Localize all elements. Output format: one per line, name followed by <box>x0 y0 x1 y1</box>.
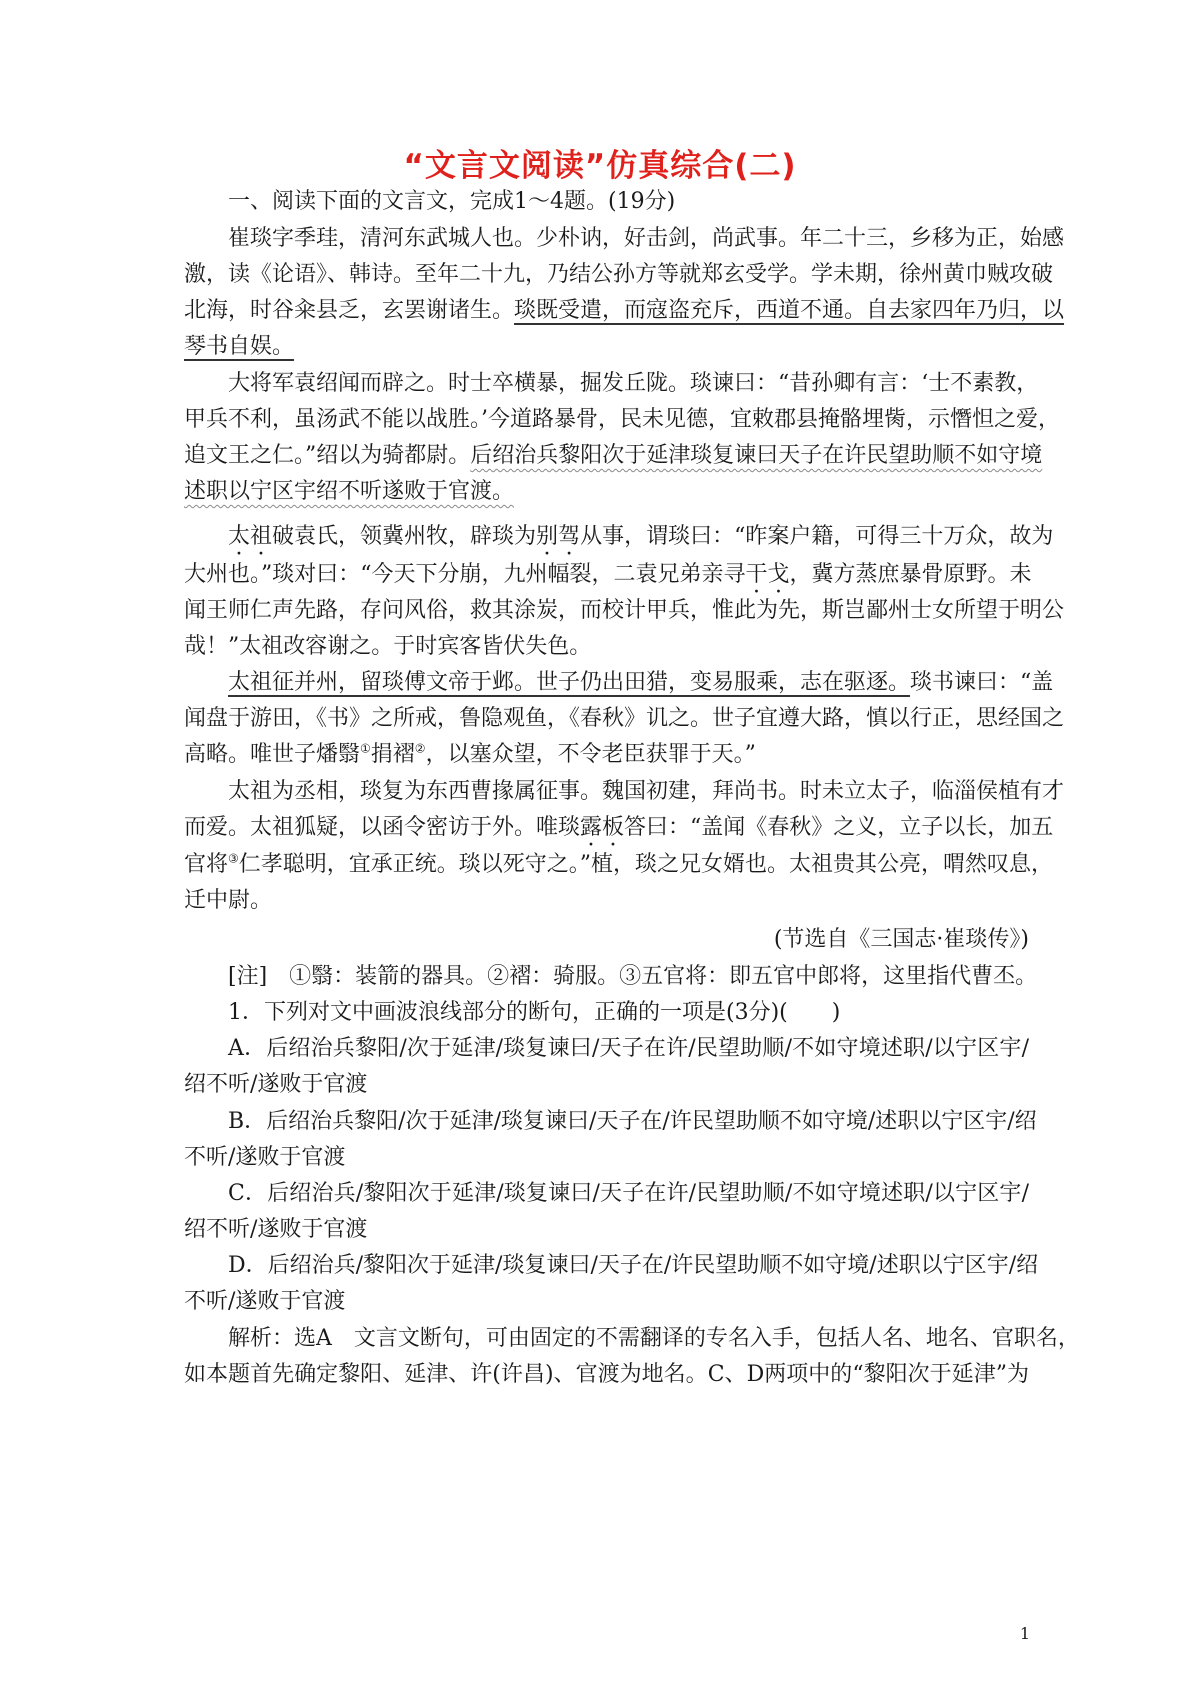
wavy-underlined-passage: 后绍治兵黎阳次于延津琰复谏曰天子在许民望助顺不如守境 <box>470 443 1043 468</box>
question-1: 1．下列对文中画波浪线部分的断句，正确的一项是(3分)( ) <box>228 1000 841 1025</box>
paragraph-2-line-3 <box>184 436 1043 476</box>
section-heading: 一、阅读下面的文言文，完成1～4题。(19分) <box>228 189 676 214</box>
underlined-sentence-end: 琴书自娱。 <box>184 334 295 359</box>
source-citation: (节选自《三国志·崔琰传》) <box>773 927 1029 952</box>
paragraph-3-line-1 <box>228 517 1054 557</box>
paragraph-2-line-2: 甲兵不利，虽汤武不能以战胜。’今道路暴骨，民未见德，宜敕郡县掩骼埋胔，示憯怛之爱， <box>184 407 1060 432</box>
paragraph-1-line-2: 激，读《论语》、韩诗。至年二十九，乃结公孙方等就郑玄受学。学未期，徐州黄巾贼攻破 <box>184 262 1054 287</box>
text-segment: 追文王之仁。”绍以为骑都尉。 <box>184 443 471 468</box>
wavy-underlined-passage-end: 述职以宁区宇绍不听遂败于官渡。 <box>184 479 515 504</box>
dotted-character: 太 <box>228 524 251 549</box>
analysis-line-1: 解析：选A 文言文断句，可由固定的不需翻译的专名入手，包括人名、地名、官职名， <box>228 1326 1080 1351</box>
paragraph-5-line-2 <box>184 808 1054 848</box>
text-segment: 捐褶 <box>370 742 415 767</box>
dotted-character: 露 <box>580 815 603 840</box>
text-segment: ，以塞众望，不令老臣获罪于天。” <box>425 742 756 767</box>
option-a-line-2: 绍不听/遂败于官渡 <box>184 1072 368 1097</box>
analysis-line-2: 如本题首先确定黎阳、延津、许(许昌)、官渡为地名。C、D两项中的“黎阳次于延津”为 <box>184 1362 1029 1387</box>
footnote-marker: ③ <box>228 851 239 866</box>
text-segment: 而爱。太祖狐疑，以函令密访于外。唯琰 <box>184 815 581 840</box>
paragraph-3-line-4: 哉！”太祖改容谢之。于时宾客皆伏失色。 <box>184 634 592 659</box>
text-segment: 答曰：“盖闻《春秋》之义，立子以长，加五 <box>624 815 1054 840</box>
dotted-character: 戈 <box>767 562 790 587</box>
text-segment: 大州也。”琰对曰：“今天下分崩，九州幅裂，二袁兄弟亲寻 <box>184 562 746 587</box>
paragraph-5-line-4: 迁中尉。 <box>184 888 273 913</box>
dotted-character: 干 <box>745 562 768 587</box>
option-b-line-1: B．后绍治兵黎阳/次于延津/琰复谏曰/天子在/许民望助顺不如守境/述职以宁区宇/绍 <box>228 1109 1037 1134</box>
paragraph-3-line-3: 闻王师仁声先路，存问风俗，救其涂炭，而校计甲兵，惟此为先，斯岂鄙州士女所望于明公 <box>184 598 1065 623</box>
text-segment: 北海，时谷籴县乏，玄罢谢诸生。 <box>184 298 515 323</box>
dotted-character: 板 <box>602 815 625 840</box>
page-number: 1 <box>1019 1624 1030 1643</box>
paragraph-4-line-3 <box>184 735 1029 775</box>
paragraph-2-line-1: 大将军袁绍闻而辟之。时士卒横暴，掘发丘陇。琰谏曰：“昔孙卿有言：‘士不素教， <box>228 371 1039 396</box>
page-title: “文言文阅读”仿真综合(二) <box>403 148 797 184</box>
underlined-sentence: 琰既受遣，而寇盗充斥，西道不通。自去家四年乃归，以 <box>514 298 1065 323</box>
text-segment: 琰书谏曰：“盖 <box>910 670 1054 695</box>
option-c-line-1: C．后绍治兵/黎阳次于延津/琰复谏曰/天子在许/民望助顺/不如守境述职/以宁区宇/ <box>228 1181 1029 1206</box>
text-segment: 仁孝聪明，宜承正统。琰以死守之。”植，琰之兄女婿也。太祖贵其公亮，喟然叹息， <box>238 852 1054 877</box>
text-segment: 高略。唯世子燔翳 <box>184 742 361 767</box>
paragraph-1-line-3 <box>184 291 1065 331</box>
footnote-marker: ② <box>414 741 426 756</box>
option-d-line-1: D．后绍治兵/黎阳次于延津/琰复谏曰/天子在/许民望助顺不如守境/述职以宁区宇/绍 <box>228 1253 1039 1278</box>
paragraph-5-line-3 <box>184 845 1054 885</box>
footnote-text: [注] ①翳：装箭的器具。②褶：骑服。③五官将：即五官中郎将，这里指代曹丕。 <box>228 964 1038 989</box>
paragraph-4-line-1 <box>228 663 1054 703</box>
text-segment: 官将 <box>184 852 229 877</box>
dotted-character: 别 <box>536 524 559 549</box>
footnote-marker: ① <box>360 741 371 756</box>
paragraph-3-line-2 <box>184 555 1032 595</box>
text-segment: ，冀方蒸庶暴骨原野。未 <box>789 562 1032 587</box>
text-segment: 破袁氏，领冀州牧，辟琰为 <box>272 524 537 549</box>
paragraph-4-line-2: 闻盘于游田，《书》之所戒，鲁隐观鱼，《春秋》讥之。世子宜遵大路，慎以行正，思经国之 <box>184 706 1065 731</box>
dotted-character: 驾 <box>558 524 581 549</box>
text-segment: 从事，谓琰曰：“昨案户籍，可得三十万众，故为 <box>580 524 1054 549</box>
paragraph-2-line-4 <box>184 472 1029 512</box>
paragraph-1-line-1: 崔琰字季珪，清河东武城人也。少朴讷，好击剑，尚武事。年二十三，乡移为正，始感 <box>228 226 1065 251</box>
option-a-line-1: A．后绍治兵黎阳/次于延津/琰复谏曰/天子在许/民望助顺/不如守境述职/以宁区宇/ <box>228 1036 1029 1061</box>
option-b-line-2: 不听/遂败于官渡 <box>184 1145 346 1170</box>
option-d-line-2: 不听/遂败于官渡 <box>184 1289 346 1314</box>
dotted-character: 祖 <box>250 524 273 549</box>
underlined-sentence: 太祖征并州，留琰傅文帝于邺。世子仍出田猎，变易服乘，志在驱逐。 <box>228 670 911 695</box>
paragraph-1-line-4 <box>184 327 1029 367</box>
option-c-line-2: 绍不听/遂败于官渡 <box>184 1217 368 1242</box>
paragraph-5-line-1: 太祖为丞相，琰复为东西曹掾属征事。魏国初建，拜尚书。时未立太子，临淄侯植有才 <box>228 779 1065 804</box>
